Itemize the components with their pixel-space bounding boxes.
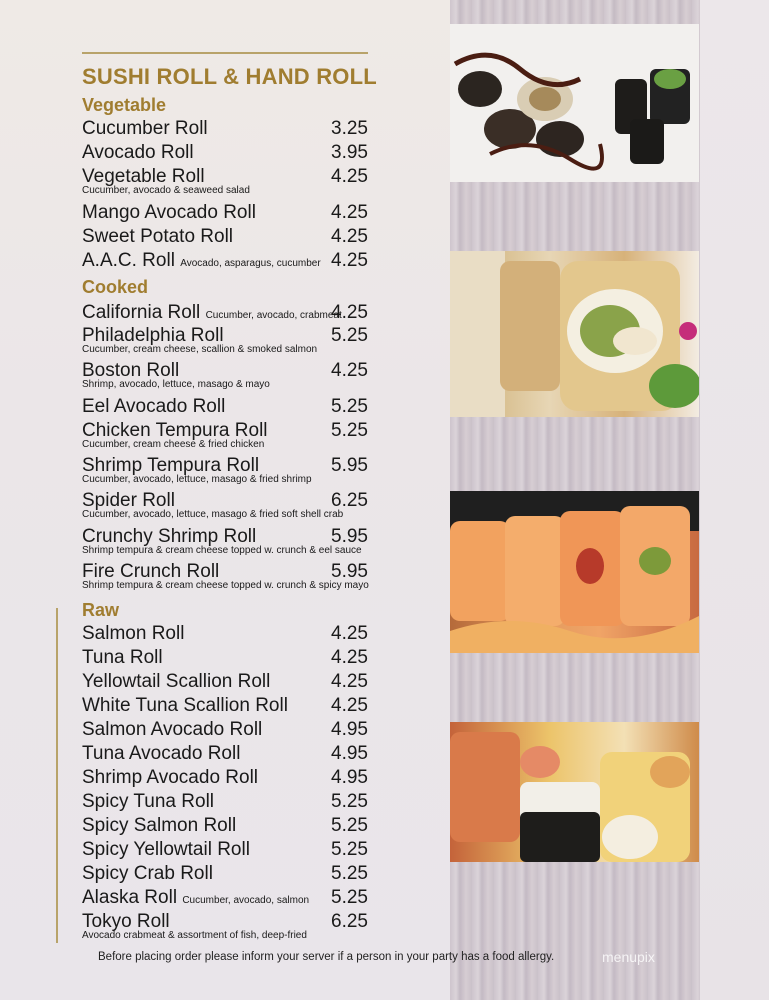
sushi-photo-1 xyxy=(450,24,699,182)
sushi-illustration-3 xyxy=(450,491,699,653)
item-price: 5.25 xyxy=(331,420,368,441)
item-description: Shrimp tempura & cream cheese topped w. crunch & eel sauce xyxy=(82,545,362,556)
menu-item-tuna-avocado-roll xyxy=(82,743,368,767)
item-name: California Roll Cucumber, avocado, crabmeat xyxy=(82,302,342,323)
item-name: Boston Roll xyxy=(82,360,180,381)
sushi-photo-2 xyxy=(450,251,699,417)
item-inline-description: Cucumber, avocado, salmon xyxy=(182,895,310,906)
item-name: Spicy Yellowtail Roll xyxy=(82,839,250,860)
item-name: A.A.C. Roll Avocado, asparagus, cucumber xyxy=(82,250,321,271)
menu-item-shrimp-tempura-roll xyxy=(82,455,368,485)
item-description: Avocado crabmeat & assortment of fish, deep-fried xyxy=(82,930,307,941)
item-name: Crunchy Shrimp Roll xyxy=(82,526,257,547)
item-name: White Tuna Scallion Roll xyxy=(82,695,288,716)
item-name: Vegetable Roll xyxy=(82,166,205,187)
menu-item-spider-roll xyxy=(82,490,368,520)
item-description: Shrimp tempura & cream cheese topped w. crunch & spicy mayo xyxy=(82,580,369,591)
item-price: 4.25 xyxy=(331,166,368,187)
menu-item-salmon-avocado-roll xyxy=(82,719,368,743)
item-name: Cucumber Roll xyxy=(82,118,208,139)
sushi-photo-4 xyxy=(450,722,699,862)
menu-item-spicy-tuna-roll xyxy=(82,791,368,815)
item-price: 4.25 xyxy=(331,250,368,271)
item-name: Salmon Roll xyxy=(82,623,185,644)
menu-item-salmon-roll xyxy=(82,623,368,647)
item-name: Tokyo Roll xyxy=(82,911,170,932)
item-description: Cucumber, avocado, lettuce, masago & fried shrimp xyxy=(82,474,312,485)
menu-title: SUSHI ROLL & HAND ROLL xyxy=(82,64,377,89)
item-description: Cucumber, avocado & seaweed salad xyxy=(82,185,250,196)
sushi-illustration-2 xyxy=(450,251,699,417)
item-name: Sweet Potato Roll xyxy=(82,226,234,247)
item-price: 4.95 xyxy=(331,767,368,788)
menu-item-avocado-roll xyxy=(82,142,368,166)
item-price: 4.95 xyxy=(331,743,368,764)
item-description: Cucumber, cream cheese, scallion & smoked salmon xyxy=(82,344,318,355)
sushi-illustration-1 xyxy=(450,24,699,182)
menu-item-shrimp-avocado-roll xyxy=(82,767,368,791)
watermark: menupix xyxy=(602,949,655,965)
menu-item-spicy-crab-roll xyxy=(82,863,368,887)
item-price: 4.25 xyxy=(331,695,368,716)
item-name: Shrimp Tempura Roll xyxy=(82,455,260,476)
item-name: Mango Avocado Roll xyxy=(82,202,256,223)
menu-item-alaska-roll xyxy=(82,887,368,911)
item-price: 3.95 xyxy=(331,142,368,163)
item-name: Spicy Salmon Roll xyxy=(82,815,237,836)
item-price: 5.25 xyxy=(331,887,368,908)
item-name: Tuna Roll xyxy=(82,647,163,668)
item-price: 4.25 xyxy=(331,360,368,381)
item-name: Philadelphia Roll xyxy=(82,325,224,346)
item-price: 6.25 xyxy=(331,490,368,511)
item-price: 5.95 xyxy=(331,526,368,547)
item-name: Alaska Roll Cucumber, avocado, salmon xyxy=(82,887,310,908)
item-name: Shrimp Avocado Roll xyxy=(82,767,259,788)
sushi-photo-3 xyxy=(450,491,699,653)
item-inline-description: Avocado, asparagus, cucumber xyxy=(180,258,321,269)
item-price: 4.25 xyxy=(331,202,368,223)
item-price: 5.25 xyxy=(331,396,368,417)
menu-item-eel-avocado-roll xyxy=(82,396,368,420)
menu-item-boston-roll xyxy=(82,360,368,390)
right-margin xyxy=(700,0,769,1000)
item-price: 6.25 xyxy=(331,911,368,932)
item-description: Cucumber, avocado, lettuce, masago & fried soft shell crab xyxy=(82,509,344,520)
item-price: 4.25 xyxy=(331,647,368,668)
item-description: Shrimp, avocado, lettuce, masago & mayo xyxy=(82,379,270,390)
menu-item-tuna-roll xyxy=(82,647,368,671)
item-price: 5.25 xyxy=(331,815,368,836)
menu-item-tokyo-roll xyxy=(82,911,368,941)
item-name: Salmon Avocado Roll xyxy=(82,719,263,740)
item-price: 4.25 xyxy=(331,623,368,644)
item-name: Avocado Roll xyxy=(82,142,194,163)
item-price: 4.25 xyxy=(331,302,368,323)
item-name: Fire Crunch Roll xyxy=(82,561,220,582)
menu-item-crunchy-shrimp-roll xyxy=(82,526,368,556)
menu-item-vegetable-roll xyxy=(82,166,368,196)
menu-item-cucumber-roll xyxy=(82,118,368,142)
item-description: Cucumber, cream cheese & fried chicken xyxy=(82,439,265,450)
item-price: 5.95 xyxy=(331,455,368,476)
item-name: Yellowtail Scallion Roll xyxy=(82,671,271,692)
menu-item-california-roll xyxy=(82,302,368,326)
menu-item-spicy-salmon-roll xyxy=(82,815,368,839)
allergy-notice: Before placing order please inform your server if a person in your party has a food allergy. xyxy=(98,951,555,963)
menu-item-spicy-yellowtail-roll xyxy=(82,839,368,863)
item-name: Spicy Tuna Roll xyxy=(82,791,215,812)
menu-item-yellowtail-scallion-roll xyxy=(82,671,368,695)
item-name: Tuna Avocado Roll xyxy=(82,743,241,764)
menu-item-fire-crunch-roll xyxy=(82,561,369,591)
raw-section-divider xyxy=(56,608,58,943)
item-price: 4.95 xyxy=(331,719,368,740)
item-price: 4.25 xyxy=(331,671,368,692)
item-name: Chicken Tempura Roll xyxy=(82,420,268,441)
menu-item-aac-roll xyxy=(82,250,368,274)
item-price: 5.25 xyxy=(331,325,368,346)
sushi-illustration-4 xyxy=(450,722,699,862)
menu-item-mango-avocado-roll xyxy=(82,202,368,226)
section-heading-vegetable: Vegetable xyxy=(82,95,167,115)
item-price: 3.25 xyxy=(331,118,368,139)
menu-item-chicken-tempura-roll xyxy=(82,420,368,450)
item-price: 4.25 xyxy=(331,226,368,247)
section-heading-raw: Raw xyxy=(82,600,120,620)
menu-item-sweet-potato-roll xyxy=(82,226,368,250)
item-name: Eel Avocado Roll xyxy=(82,396,226,417)
item-price: 5.25 xyxy=(331,791,368,812)
item-name: Spicy Crab Roll xyxy=(82,863,213,884)
menu-item-philadelphia-roll xyxy=(82,325,368,355)
section-heading-cooked: Cooked xyxy=(82,277,149,297)
top-divider xyxy=(82,52,368,54)
item-price: 5.25 xyxy=(331,839,368,860)
item-price: 5.95 xyxy=(331,561,368,582)
item-inline-description: Cucumber, avocado, crabmeat xyxy=(205,310,342,321)
item-name: Spider Roll xyxy=(82,490,175,511)
menu-item-white-tuna-scallion-roll xyxy=(82,695,368,719)
item-price: 5.25 xyxy=(331,863,368,884)
